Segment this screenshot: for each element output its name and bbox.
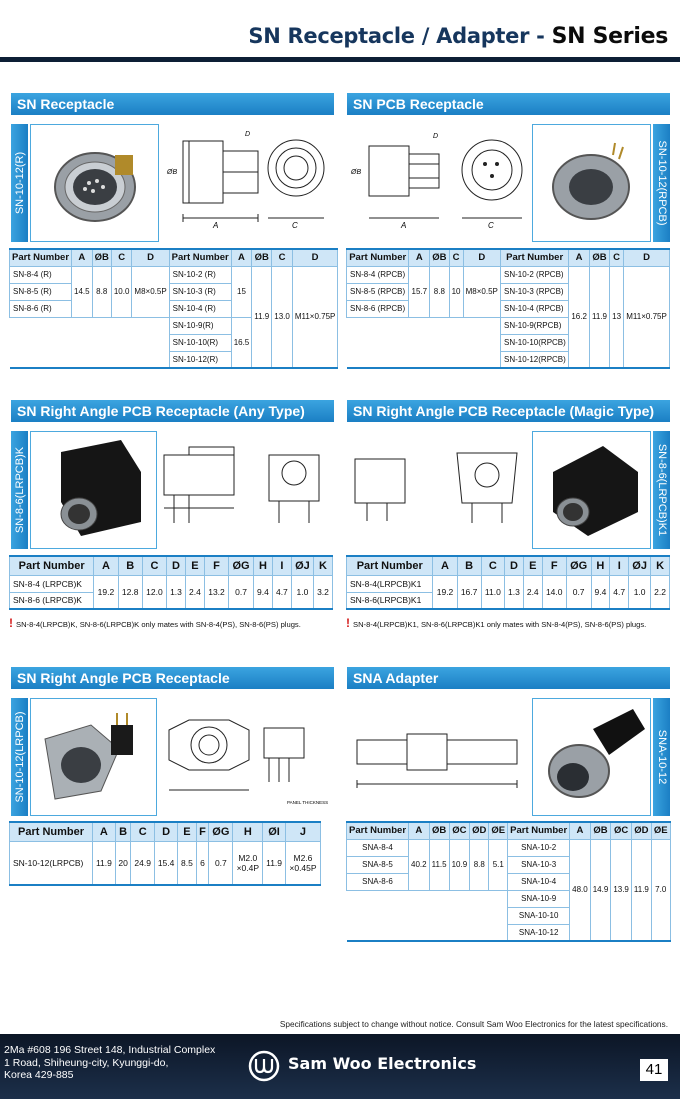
section-sn-pcb-receptacle	[347, 93, 670, 242]
side-label: SN-8-6(LRPCB)K	[11, 431, 28, 549]
title-rule	[0, 57, 680, 62]
mating-note: ! SN-8-4(LRPCB)K1, SN-8-6(LRPCB)K1 only mates with SN-8-4(PS), SN-8-6(PS) plugs.	[346, 616, 647, 630]
product-photo	[532, 698, 651, 816]
right-angle-magic-dimension-drawing	[347, 433, 530, 545]
section-title: SN Right Angle PCB Receptacle (Magic Type)	[347, 400, 670, 422]
company-logo-icon	[248, 1050, 280, 1082]
svg-text:C: C	[488, 221, 494, 230]
right-angle-any-spec-table: Part Number A B C D E F ØG H I ØJ K SN-8-4 (LRPCB)K 19.2 12.8 12.0 1.3 2.4 13.2 0.7 9.4 4.7 1.0 3.2 SN-8-6 (LRPCB)K	[9, 555, 333, 610]
svg-text:ØB: ØB	[167, 169, 178, 176]
product-photo	[30, 431, 157, 549]
svg-text:D: D	[245, 131, 251, 138]
company-address: 2Ma #608 196 Street 148, Industrial Complex 1 Road, Shiheung-city, Kyunggi-do, Korea 429-885	[4, 1044, 216, 1081]
magic-type-photo-icon	[533, 432, 650, 548]
adapter-dimension-drawing	[347, 700, 530, 812]
section-title: SN Receptacle	[11, 93, 334, 115]
svg-text:A: A	[213, 221, 219, 230]
page-title	[248, 24, 668, 49]
side-label: SN-10-12(RPCB)	[653, 124, 670, 242]
adapter-spec-table: Part Number A ØB ØC ØD ØE Part Number A ØB ØC ØD ØE SNA-8-4 40.2 11.5 10.9 8.8 5.1 SNA-10-2 48.0 14.9 13.9 11.9 7.0 SNA-8-5 SNA-10-3 SNA-8-6 SNA-10-4 SNA-10-9 SNA-10-10 SNA-10-12	[346, 821, 671, 942]
right-angle-any-dimension-drawing	[159, 433, 334, 545]
right-angle-pcb-photo-icon	[31, 699, 156, 815]
section-right-angle-pcb	[11, 667, 334, 816]
section-sn-receptacle	[11, 93, 334, 242]
svg-text:PANEL THICKNESS: PANEL THICKNESS	[287, 800, 329, 805]
svg-text:A: A	[401, 221, 407, 230]
pcb-receptacle-dimension-drawing	[347, 126, 532, 238]
right-angle-magic-spec-table: Part Number A B C D E F ØG H I ØJ K SN-8-4(LRPCB)K1 19.2 16.7 11.0 1.3 2.4 14.0 0.7 9.4 4.7 1.0 2.2 SN-8-6(LRPCB)K1	[346, 555, 670, 610]
side-label: SN-8-6(LRPCB)K1	[653, 431, 670, 549]
section-title: SN Right Angle PCB Receptacle	[11, 667, 334, 689]
brand-name: Sam Woo Electronics	[288, 1054, 477, 1073]
adapter-photo-icon	[533, 699, 650, 815]
section-right-angle-magic	[347, 400, 670, 549]
page-title-series: SN Series	[551, 24, 668, 49]
svg-text:C: C	[292, 221, 298, 230]
receptacle-dimension-drawing	[163, 126, 334, 238]
receptacle-photo-icon	[31, 125, 158, 241]
svg-text:ØB: ØB	[351, 169, 362, 176]
product-photo	[532, 124, 651, 242]
pcb-receptacle-spec-table: Part Number A ØB C D Part Number A ØB C D SN-8-4 (RPCB) 15.7 8.8 10 M8×0.5P SN-10-2 (RPCB) 16.2 11.9 13 M11×0.75P SN-8-5 (RPCB) SN-10-3 (RPCB) SN-8-6 (RPCB) SN-10-4 (RPCB) SN-10-9(RPCB) SN-10-10(RPCB) SN-10-12(RPCB)	[346, 248, 670, 369]
right-angle-pcb-dimension-drawing	[159, 700, 334, 812]
section-title: SN Right Angle PCB Receptacle (Any Type)	[11, 400, 334, 422]
pcb-receptacle-photo-icon	[533, 125, 650, 241]
section-title: SN PCB Receptacle	[347, 93, 670, 115]
footer	[0, 1034, 680, 1099]
page-title-text: SN Receptacle / Adapter -	[248, 24, 552, 48]
section-title: SNA Adapter	[347, 667, 670, 689]
svg-text:D: D	[433, 133, 439, 140]
mating-note: ! SN-8-4(LRPCB)K, SN-8-6(LRPCB)K only mates with SN-8-4(PS), SN-8-6(PS) plugs.	[9, 616, 301, 630]
side-label: SN-10-12(R)	[11, 124, 28, 242]
right-angle-pcb-spec-table: Part Number A B C D E F ØG H ØI J SN-10-12(LRPCB) 11.9 20 24.9 15.4 8.5 6 0.7 M2.0 ×0.4P 11.9 M2.6 ×0.45P	[9, 821, 321, 886]
brand	[248, 1050, 477, 1087]
receptacle-spec-table: Part Number A ØB C D Part Number A ØB C D SN-8-4 (R) 14.5 8.8 10.0 M8×0.5P SN-10-2 (R) 15 11.9 13.0 M11×0.75P SN-8-5 (R) SN-10-3 (R) SN-8-6 (R) SN-10-4 (R) SN-10-9(R) 16.5 SN-10-10(R) SN-10-12(R)	[9, 248, 338, 369]
product-photo	[30, 698, 157, 816]
page-number: 41	[640, 1059, 668, 1081]
disclaimer: Specifications subject to change without notice. Consult Sam Woo Electronics for the latest specifications.	[279, 1019, 668, 1029]
side-label: SN-10-12(LRPCB)	[11, 698, 28, 816]
right-angle-photo-icon	[31, 432, 156, 548]
section-sna-adapter	[347, 667, 670, 816]
warning-icon: !	[9, 616, 13, 630]
side-label: SNA-10-12	[653, 698, 670, 816]
product-photo	[30, 124, 159, 242]
warning-icon: !	[346, 616, 350, 630]
section-right-angle-any	[11, 400, 334, 549]
product-photo	[532, 431, 651, 549]
